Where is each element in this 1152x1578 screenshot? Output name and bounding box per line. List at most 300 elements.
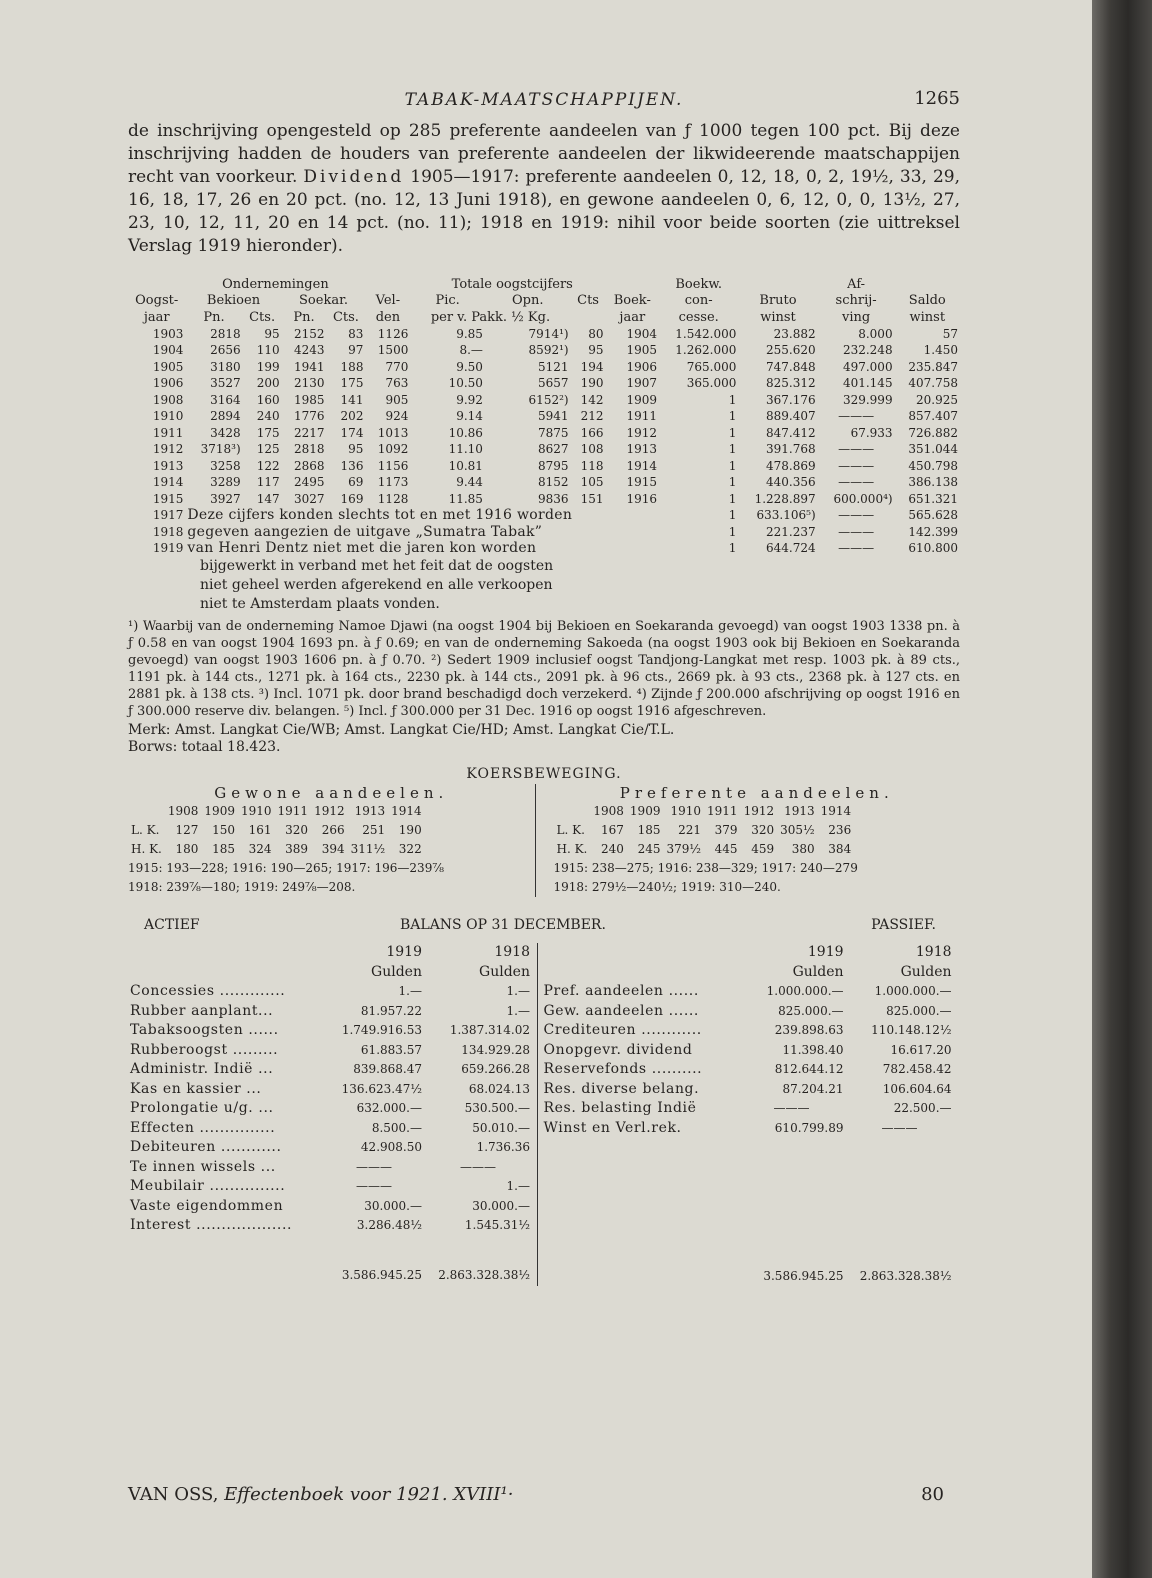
harvest-cell: 141: [340, 392, 364, 407]
harvest-row: [128, 392, 960, 409]
harvest-cell: 110: [256, 343, 280, 358]
harvest-cell: 1776: [293, 409, 325, 424]
harvest-cell: 122: [256, 458, 280, 473]
koers-cell: 384: [828, 842, 852, 856]
passief-label: Pref. aandeelen ......: [543, 983, 699, 1000]
harvest-cell: 8.—: [459, 343, 483, 358]
lk-label: L. K.: [131, 823, 160, 837]
koers-cell: 394: [321, 842, 345, 856]
harvest-cell: 1904: [626, 326, 658, 341]
h-winst: winst: [760, 309, 796, 325]
koers-cell: 1911: [707, 804, 738, 818]
harvest-cell: 1908: [152, 392, 184, 407]
harvest-row: [128, 491, 960, 508]
harvest-cell: 7914¹): [528, 326, 569, 341]
actief-row: [128, 1079, 532, 1099]
harvest-cell: 1: [728, 475, 737, 490]
actief-amount: 42.908.50: [360, 1140, 422, 1155]
harvest-cell: 11.10: [448, 442, 483, 457]
koers-gewone-hk: [128, 840, 425, 859]
harvest-cell: 765.000: [686, 359, 737, 374]
harvest-row: [128, 540, 960, 557]
book-binding: [1092, 0, 1152, 1578]
harvest-cell: 80: [588, 326, 604, 341]
passief-label: Res. belasting Indië: [543, 1100, 697, 1117]
passief-amount: 11.398.40: [782, 1042, 844, 1057]
footer-source: [128, 1484, 513, 1505]
dividend-label: Dividend: [303, 167, 405, 187]
harvest-cell: 924: [385, 409, 409, 424]
koers-gewone: [128, 784, 535, 897]
harvest-cell: 151: [580, 491, 604, 506]
koers-preferente-hk: [554, 840, 855, 859]
harvest-cell: 2656: [210, 343, 241, 358]
harvest-cell: 8592¹): [528, 343, 569, 358]
passief-amount: 1.000.000.—: [766, 984, 844, 999]
harvest-cell: 3527: [210, 376, 241, 391]
koers-cell: 236: [828, 823, 852, 837]
actief-row: [128, 1216, 532, 1236]
harvest-cell: 1: [728, 508, 737, 523]
harvest-cell: ———: [838, 442, 875, 457]
actief-label: Administr. Indië ...: [130, 1061, 274, 1078]
koers-cell: 1914: [820, 804, 852, 818]
actief-label: Kas en kassier ...: [130, 1080, 262, 1097]
actief-row: [128, 1157, 532, 1177]
harvest-cell: ———: [838, 508, 875, 523]
actief-amount: 839.868.47: [353, 1062, 422, 1077]
harvest-cell: 108: [580, 442, 604, 457]
actief-amount: 1.—: [398, 984, 422, 999]
harvest-table: [128, 276, 960, 557]
balans-title: BALANS OP 31 DECEMBER.: [400, 916, 606, 933]
intro-text-1: de inschrijving opengesteld op 285 preferente aandeelen van ƒ 1000 tegen 100 pct. Bij deze inschrijving hadden de houders van preferente aandeelen der likwideerende maatschappijen recht van voorkeur.: [128, 121, 960, 187]
harvest-cell: 1912: [626, 425, 658, 440]
koers-cell: 185: [212, 842, 235, 856]
actief-label: Prolongatie u/g. ...: [130, 1100, 274, 1117]
harvest-cell: 7875: [538, 425, 569, 440]
harvest-cell: 9.85: [456, 326, 483, 341]
footer-source-title: Effectenboek voor 1921.: [224, 1484, 448, 1505]
harvest-note-line: niet te Amsterdam plaats vonden.: [200, 595, 440, 612]
hk-label: H. K.: [556, 842, 588, 856]
harvest-cell: 2152: [293, 326, 325, 341]
harvest-cell: 6152²): [528, 392, 569, 407]
koers-cell: 324: [248, 842, 272, 856]
actief-amount: 3.286.48½: [356, 1218, 422, 1233]
harvest-cell: 8795: [538, 458, 569, 473]
koers-cell: 167: [601, 823, 624, 837]
passief-row: [542, 1118, 954, 1138]
harvest-cell: 497.000: [842, 359, 893, 374]
actief-total-1919: 3.586.945.25: [341, 1267, 422, 1282]
koers-cell: 1910: [670, 804, 702, 818]
passief-row: [542, 1099, 954, 1119]
harvest-cell: 188: [340, 359, 364, 374]
merk-line: [128, 722, 960, 756]
harvest-cell: 1092: [377, 442, 409, 457]
harvest-cell: 651.321: [908, 491, 958, 506]
harvest-cell: 2894: [210, 409, 241, 424]
koers-cell: 389: [285, 842, 309, 856]
koers-cell: 1912: [314, 804, 345, 818]
harvest-cell: 450.798: [908, 458, 958, 473]
harvest-cell: 194: [580, 359, 604, 374]
actief-amount: 134.929.28: [461, 1042, 530, 1057]
harvest-row: [128, 342, 960, 359]
balans-passief: [538, 943, 960, 1287]
harvest-cell: 67.933: [850, 425, 893, 440]
harvest-cell: 1914: [626, 458, 658, 473]
harvest-cell: 1909: [626, 392, 658, 407]
actief-amount: 632.000.—: [356, 1101, 422, 1116]
harvest-body: [128, 326, 960, 557]
harvest-cell: 20.925: [916, 392, 958, 407]
harvest-cell: 57: [942, 326, 958, 341]
passief-amount: 825.000.—: [886, 1003, 952, 1018]
koers-cell: 322: [398, 842, 422, 856]
actief-totals: [128, 1265, 532, 1285]
harvest-cell: 9836: [538, 491, 569, 506]
actief-row: [128, 1196, 532, 1216]
running-title: TABAK-MAATSCHAPPIJEN.: [404, 90, 684, 110]
harvest-cell: 3927: [210, 491, 241, 506]
borws-text: Borws: totaal 18.423.: [128, 738, 281, 755]
harvest-cell: 1915: [626, 475, 658, 490]
actief-amount: 1.—: [506, 1003, 530, 1018]
koers-cell: 221: [678, 823, 702, 837]
harvest-row: [128, 408, 960, 425]
harvest-cell: 169: [340, 491, 364, 506]
running-head: [128, 80, 960, 120]
koers-cell: 1909: [629, 804, 661, 818]
koers-gewone-heading: Gewone aandeelen.: [214, 783, 449, 802]
h-cesse: cesse.: [678, 309, 719, 325]
h-cts2: Cts.: [332, 309, 359, 325]
harvest-cell: 2818: [210, 326, 241, 341]
h-cts1: Cts.: [249, 309, 276, 325]
harvest-cell: 847.412: [766, 425, 816, 440]
h-perv-pakk: [410, 309, 570, 326]
passief-label: Reservefonds ..........: [543, 1061, 703, 1078]
passief-row: [542, 1001, 954, 1021]
h-vel: Vel-: [375, 293, 401, 309]
harvest-header-row3: [128, 309, 960, 326]
h-soekar: Soekar.: [299, 293, 349, 309]
harvest-row: [128, 507, 960, 524]
passief-year-1919: 1919: [807, 944, 844, 961]
passief-amount: 22.500.—: [893, 1101, 952, 1116]
koers-cell: 1908: [167, 804, 199, 818]
koers-cell: 1911: [277, 804, 309, 818]
actief-unit: Gulden: [371, 963, 422, 980]
koers-cell: 240: [601, 842, 624, 856]
koers-cell: 1912: [743, 804, 775, 818]
actief-amount: 50.010.—: [472, 1120, 530, 1135]
footnote-text: ¹) Waarbij van de onderneming Namoe Djawi (na oogst 1904 bij Bekioen en Soekaranda gevoegd) van oogst 1903 1338 pn. à ƒ 0.58 en van oogst 1904 1693 pn. à ƒ 0.69; en van de onderneming Sakoeda (na oogst 1903 ook bij Bekioen en Soekaranda gevoegd) van oogst 1903 1606 pn. à ƒ 0.70. ²) Sedert 1909 inclusief oogst Tandjong-Langkat met resp. 1003 pk. à 89 cts., 1191 pk. à 144 cts., 1271 pk. à 164 cts., 2230 pk. à 144 cts., 2091 pk. à 96 cts., 2669 pk. à 93 cts., 2368 pk. à 127 cts. en 2881 pk. à 138 cts. ³) Incl. 1071 pk. door brand beschadigd doch verzekerd. ⁴) Zijnde ƒ 200.000 afschrijving op oogst 1916 en ƒ 300.000 reserve div. belangen. ⁵) Incl. ƒ 300.000 per 31 Dec. 1916 op oogst 1916 afgeschreven.: [128, 618, 960, 719]
h-jaar: jaar: [143, 309, 170, 325]
harvest-cell: 1915: [152, 491, 184, 506]
harvest-cell: 10.81: [448, 458, 483, 473]
koers-gewone-range2: 1918: 239⅞—180; 1919: 249⅞—208.: [128, 879, 356, 894]
harvest-cell: 8.000: [858, 326, 893, 341]
harvest-cell: 8152: [538, 475, 569, 490]
footer-volume: XVIII¹·: [453, 1484, 514, 1505]
h-cts: Cts: [577, 293, 599, 309]
harvest-cell: 3164: [210, 392, 241, 407]
harvest-row: [128, 524, 960, 541]
harvest-cell: 1903: [152, 326, 184, 341]
harvest-cell: ———: [838, 524, 875, 539]
harvest-cell: 3289: [210, 475, 241, 490]
actief-label: Effecten ...............: [130, 1119, 276, 1136]
actief-row: [128, 1060, 532, 1080]
harvest-cell: 2868: [293, 458, 325, 473]
passief-amount: 239.898.63: [774, 1023, 844, 1038]
harvest-note-line: gegeven aangezien de uitgave „Sumatra Tabak”: [187, 523, 543, 540]
passief-row: [542, 1079, 954, 1099]
intro-text-2: 1905—1917: preferente aandeelen 0, 12, 18, 0, 2, 19½, 33, 29, 16, 18, 17, 26 en 20 pct. (no. 12, 13 Juni 1918), en gewone aandeelen 0, 6, 12, 0, 0, 13½, 27, 23, 10, 12, 11, 20 en 14 pct. (no. 11); 1918 en 1919: nihil voor beide soorten (zie uittreksel Verslag 1919 hieronder).: [128, 167, 961, 256]
actief-label: ACTIEF: [144, 916, 200, 933]
passief-amount: 812.644.12: [774, 1062, 844, 1077]
actief-row: [128, 1001, 532, 1021]
passief-total-1918: 2.863.328.38½: [859, 1269, 952, 1284]
harvest-cell: 69: [348, 475, 364, 490]
passief-amount: ———: [773, 1101, 810, 1116]
actief-amount: ———: [356, 1159, 392, 1174]
harvest-cell: 351.044: [908, 442, 958, 457]
actief-amount: 1.387.314.02: [449, 1023, 530, 1038]
harvest-cell: 1910: [152, 409, 184, 424]
harvest-cell: 726.882: [908, 425, 958, 440]
header-af: Af-: [847, 276, 866, 292]
h-con: con-: [684, 293, 713, 309]
harvest-cell: 1911: [152, 425, 184, 440]
passief-label: PASSIEF.: [871, 916, 936, 933]
harvest-cell: 240: [256, 409, 280, 424]
koers-preferente-heading: Preferente aandeelen.: [619, 783, 894, 802]
actief-amount: 530.500.—: [464, 1101, 530, 1116]
footer-source-prefix: VAN OSS,: [128, 1484, 219, 1505]
h-jaar2: jaar: [619, 309, 646, 325]
koers-cell: 185: [637, 823, 661, 837]
actief-amount: 81.957.22: [360, 1003, 422, 1018]
actief-row: [128, 1040, 532, 1060]
harvest-cell: 3180: [210, 359, 241, 374]
harvest-cell: 105: [580, 475, 604, 490]
passief-label: Res. diverse belang.: [543, 1080, 700, 1097]
koers-cell: 190: [398, 823, 422, 837]
harvest-cell: 1126: [377, 326, 409, 341]
harvest-cell: 1913: [626, 442, 658, 457]
harvest-cell: 1941: [293, 359, 325, 374]
actief-label: Tabaksoogsten ......: [130, 1022, 279, 1039]
harvest-row: [128, 359, 960, 376]
passief-table: [542, 943, 954, 1287]
actief-label: Concessies .............: [130, 983, 286, 1000]
harvest-cell: 1173: [377, 475, 409, 490]
koers-gewone-lk: [128, 821, 425, 840]
harvest-cell: 1906: [152, 376, 184, 391]
actief-label: Interest ...................: [130, 1217, 293, 1234]
harvest-cell: 3428: [210, 425, 241, 440]
harvest-cell: 763: [385, 376, 409, 391]
actief-amount: 659.266.28: [461, 1062, 530, 1077]
header-totale: Totale oogstcijfers: [451, 276, 573, 292]
harvest-cell: ———: [838, 541, 875, 556]
actief-table: [128, 943, 532, 1285]
passief-amount: 110.148.12½: [871, 1023, 952, 1038]
koers-preferente-years: [554, 802, 855, 821]
harvest-cell: 2818: [293, 442, 325, 457]
harvest-cell: 889.407: [766, 409, 816, 424]
passief-label: Gew. aandeelen ......: [543, 1002, 699, 1019]
harvest-cell: 770: [385, 359, 409, 374]
passief-label: Crediteuren ............: [543, 1022, 702, 1039]
passief-amount: 782.458.42: [882, 1062, 952, 1077]
harvest-cell: 329.999: [842, 392, 893, 407]
harvest-cell: 1912: [152, 442, 184, 457]
passief-row: [542, 982, 954, 1002]
actief-total-1918: 2.863.328.38½: [438, 1267, 530, 1282]
lk-label: L. K.: [556, 823, 585, 837]
h-saldo: Saldo: [908, 293, 946, 309]
actief-amount: 61.883.57: [360, 1042, 422, 1057]
h-pn1: Pn.: [203, 309, 225, 325]
harvest-cell: 166: [580, 425, 604, 440]
passief-amount: 87.204.21: [782, 1081, 844, 1096]
actief-amount: 1.545.31½: [464, 1218, 530, 1233]
harvest-cell: 1904: [152, 343, 184, 358]
footnotes: [128, 618, 960, 720]
passief-row: [542, 1040, 954, 1060]
harvest-cell: 644.724: [766, 541, 816, 556]
koers-cell: 459: [751, 842, 775, 856]
harvest-cell: 1985: [293, 392, 325, 407]
harvest-note-line: Deze cijfers konden slechts tot en met 1916 worden: [187, 507, 573, 524]
harvest-cell: 1905: [626, 343, 658, 358]
harvest-cell: 1911: [626, 409, 658, 424]
passief-amount: ———: [881, 1120, 918, 1135]
actief-label: Meubilair ...............: [130, 1178, 286, 1195]
passief-label: Onopgevr. dividend: [543, 1041, 693, 1058]
harvest-cell: 905: [385, 392, 409, 407]
harvest-cell: 365.000: [686, 376, 737, 391]
harvest-cell: 175: [340, 376, 364, 391]
koers-cell: 127: [175, 823, 199, 837]
koers-cell: 320: [285, 823, 309, 837]
harvest-cell: 2130: [293, 376, 325, 391]
harvest-cell: 142: [580, 392, 604, 407]
harvest-year: 1919: [152, 541, 184, 556]
footer-sheet-number: 80: [921, 1484, 944, 1505]
harvest-cell: 1.542.000: [675, 326, 737, 341]
passief-unit: Gulden: [792, 963, 844, 980]
header-boekw: Boekw.: [675, 276, 723, 292]
harvest-cell: 391.768: [766, 442, 816, 457]
intro-paragraph: [128, 120, 960, 258]
harvest-cell: 9.50: [456, 359, 483, 374]
harvest-note-line: bijgewerkt in verband met het feit dat de oogsten: [200, 557, 554, 574]
harvest-cell: 407.758: [908, 376, 958, 391]
actief-body: [128, 982, 532, 1236]
harvest-cell: 3027: [293, 491, 325, 506]
harvest-cell: 199: [256, 359, 280, 374]
harvest-cell: ———: [838, 475, 875, 490]
actief-amount: 1.749.916.53: [341, 1023, 422, 1038]
harvest-cell: 95: [264, 326, 280, 341]
passief-row: [542, 1021, 954, 1041]
actief-year-1918: 1918: [494, 944, 530, 961]
harvest-cell: ———: [838, 409, 875, 424]
harvest-cell: 1: [728, 425, 737, 440]
koers-cell: 305½: [780, 823, 815, 837]
h-pn2: Pn.: [293, 309, 315, 325]
koers-gewone-table: [128, 802, 425, 859]
passief-body: [542, 982, 954, 1138]
koers-cell: 379: [714, 823, 738, 837]
harvest-row: [128, 425, 960, 442]
passief-amount: 825.000.—: [778, 1003, 844, 1018]
harvest-cell: 1907: [626, 376, 658, 391]
harvest-cell: 1.262.000: [675, 343, 737, 358]
harvest-year: 1918: [152, 524, 184, 539]
harvest-row: [128, 375, 960, 392]
harvest-cell: 1: [728, 392, 737, 407]
harvest-cell: 10.86: [448, 425, 483, 440]
actief-amount: 136.623.47½: [341, 1081, 422, 1096]
hk-label: H. K.: [131, 842, 162, 856]
passief-year-1918: 1918: [915, 944, 952, 961]
actief-label: Debiteuren ............: [130, 1139, 282, 1156]
koers-cell: 1914: [391, 804, 422, 818]
harvest-cell: 367.176: [766, 392, 816, 407]
koers-preferente-table: [554, 802, 855, 859]
harvest-header-row2: [128, 293, 960, 310]
harvest-group-header: [128, 276, 960, 293]
passief-amount: 1.000.000.—: [874, 984, 952, 999]
harvest-cell: 118: [580, 458, 604, 473]
harvest-cell: 747.848: [766, 359, 816, 374]
harvest-cell: 202: [340, 409, 364, 424]
actief-label: Rubberoogst .........: [130, 1041, 279, 1058]
koers-preferente: [535, 784, 961, 897]
harvest-year: 1917: [152, 508, 184, 523]
harvest-cell: 857.407: [908, 409, 958, 424]
actief-amount: 1.736.36: [476, 1140, 530, 1155]
harvest-cell: 5657: [538, 376, 569, 391]
harvest-cell: 142.399: [908, 524, 958, 539]
koers-cell: 266: [321, 823, 345, 837]
h-bekioen: Bekioen: [206, 293, 261, 309]
harvest-cell: 10.50: [448, 376, 483, 391]
harvest-cell: 190: [580, 376, 604, 391]
harvest-cell: 1905: [152, 359, 184, 374]
passief-amount: 106.604.64: [882, 1081, 952, 1096]
koers-cell: 161: [248, 823, 272, 837]
koers-cell: 150: [212, 823, 235, 837]
actief-amount: 30.000.—: [364, 1198, 422, 1213]
actief-label: Te innen wissels ...: [130, 1158, 276, 1175]
harvest-note-continuation: [128, 557, 960, 614]
harvest-cell: 83: [348, 326, 364, 341]
koers-cell: 380: [791, 842, 815, 856]
harvest-cell: 610.800: [908, 541, 958, 556]
harvest-cell: 160: [256, 392, 280, 407]
koers-cell: 245: [637, 842, 661, 856]
harvest-row: [128, 458, 960, 475]
harvest-cell: 147: [256, 491, 280, 506]
